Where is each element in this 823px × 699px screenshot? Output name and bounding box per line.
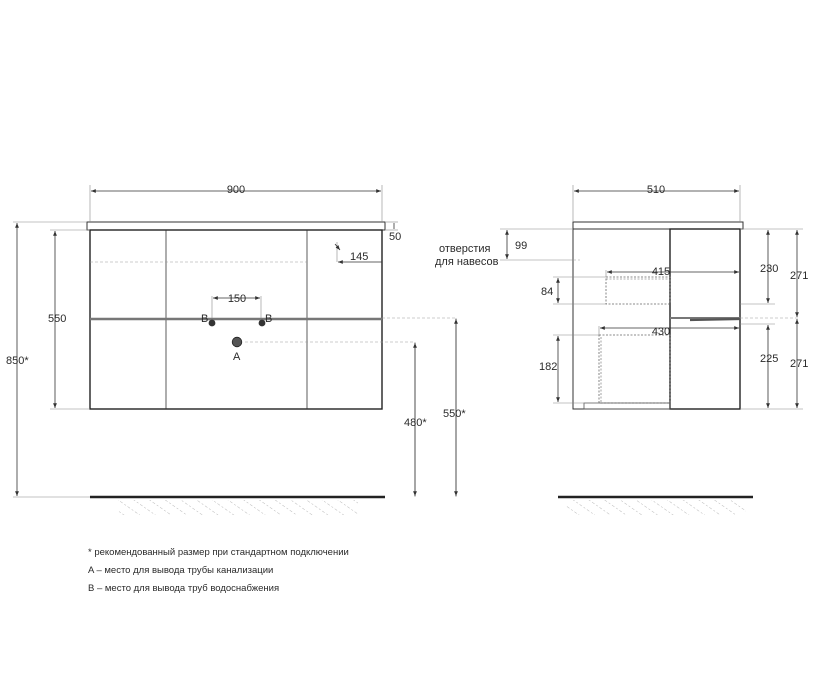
dim-hanger-depth-99: 99: [515, 240, 528, 252]
dim-pipe-spacing-150: 150: [227, 293, 247, 305]
dim-upper-outer-271: 271: [790, 270, 809, 282]
side-countertop: [573, 222, 743, 229]
dim-lower-drawer-height-182: 182: [539, 361, 558, 373]
countertop: [87, 222, 385, 230]
dim-hanger-offset-145: 145: [350, 251, 369, 263]
dim-upper-drawer-depth-415: 415: [651, 266, 671, 278]
label-b-left: B: [201, 313, 209, 325]
dim-upper-drawer-height-84: 84: [541, 286, 554, 298]
dim-depth-510: 510: [646, 184, 666, 196]
dim-body-height-550: 550: [48, 313, 67, 325]
hanger-holes-label-line2: для навесов: [435, 256, 499, 268]
dim-lower-outer-271: 271: [790, 358, 809, 370]
label-b-right: B: [265, 313, 273, 325]
note-recommended-size: * рекомендованный размер при стандартном подключении: [88, 547, 349, 558]
label-a: A: [233, 351, 241, 363]
side-view: [435, 184, 808, 515]
dim-top-offset-50: 50: [389, 231, 402, 243]
side-floor-hatch: [566, 500, 746, 515]
floor-hatch: [118, 500, 358, 515]
dim-pipe-a-height-480: 480*: [404, 417, 427, 429]
dim-upper-inner-230: 230: [760, 263, 779, 275]
front-view: [6, 184, 466, 515]
drain-outlet-a: [232, 337, 242, 347]
water-outlet-b-left: [209, 320, 216, 327]
note-water-outlet-b: B – место для вывода труб водоснабжения: [88, 583, 280, 594]
dim-pipe-b-height-550: 550*: [443, 408, 466, 420]
dim-lower-inner-225: 225: [760, 353, 779, 365]
dim-lower-drawer-depth-430: 430: [651, 326, 671, 338]
hanger-holes-label-line1: отверстия: [439, 243, 491, 255]
side-handle: [690, 319, 740, 320]
note-drain-outlet-a: A – место для вывода трубы канализации: [88, 565, 274, 576]
dim-width-900: 900: [226, 184, 246, 196]
dim-total-height-850: 850*: [6, 355, 29, 367]
